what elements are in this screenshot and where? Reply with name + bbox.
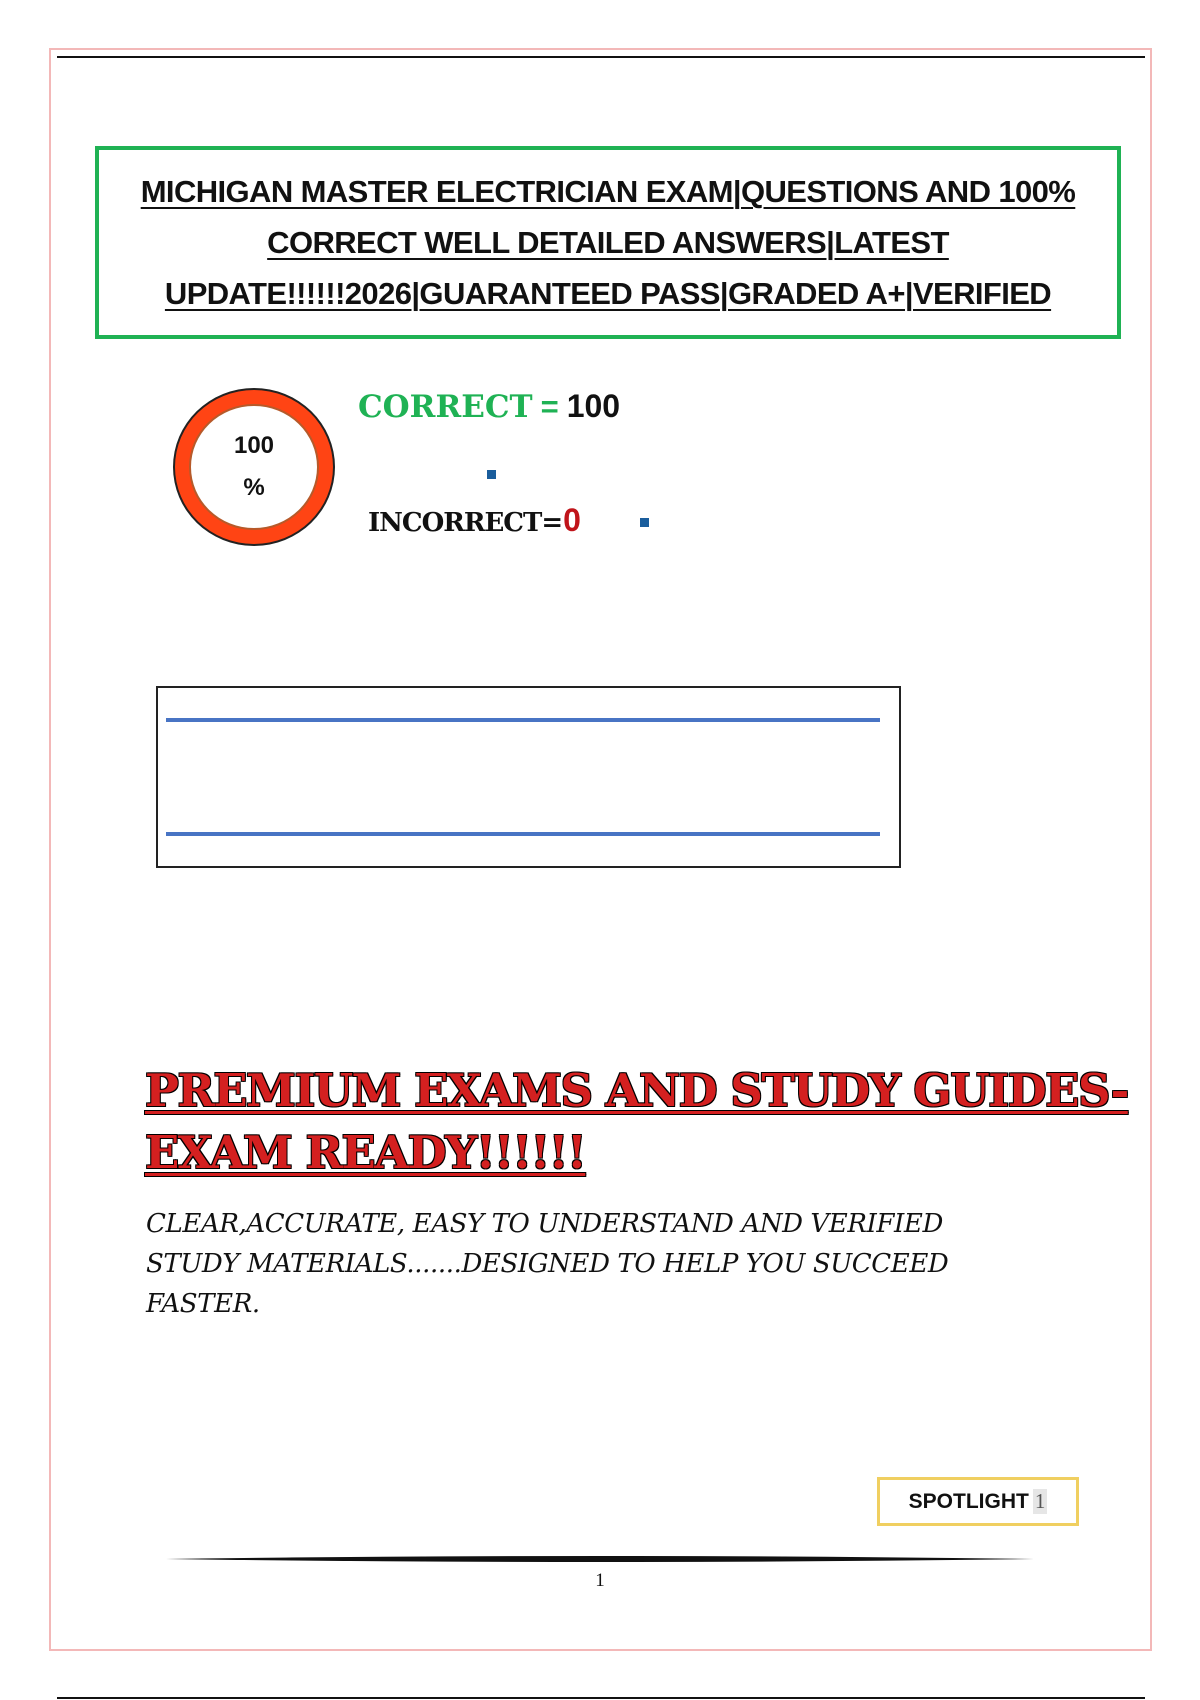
incorrect-value: 0 (563, 502, 581, 538)
title-box (95, 146, 1121, 339)
title-line-3: UPDATE!!!!!!2026|GUARANTEED PASS|GRADED A+|VERIFIED (164, 276, 1052, 311)
incorrect-equals: = (541, 508, 564, 538)
bullet-marker (640, 518, 649, 527)
promo-title-line-1: PREMIUM EXAMS AND STUDY GUIDES- (145, 1064, 1128, 1117)
title-line-2: CORRECT WELL DETAILED ANSWERS|LATEST (267, 225, 949, 260)
correct-label: CORRECT (358, 389, 533, 425)
correct-value: 100 (566, 388, 621, 424)
spotlight-number: 1 (1034, 1489, 1046, 1513)
page-number: 1 (595, 1570, 605, 1591)
promo-title (145, 1060, 1128, 1184)
promo-subtitle-line-2: STUDY MATERIALS.......DESIGNED TO HELP YOU SUCCEED (146, 1249, 949, 1279)
score-ring (173, 388, 335, 546)
spotlight-badge (877, 1477, 1079, 1526)
promo-subtitle (146, 1204, 1046, 1324)
blank-box (156, 686, 901, 868)
correct-equals: = (540, 389, 559, 424)
blank-line (166, 718, 880, 722)
title-line-1: MICHIGAN MASTER ELECTRICIAN EXAM|QUESTIONS AND 100% (140, 174, 1076, 209)
score-ring-unit: % (243, 474, 265, 501)
bullet-marker (487, 470, 496, 479)
promo-title-line-2: EXAM READY!!!!!! (145, 1126, 586, 1179)
footer-rule (166, 1555, 1034, 1563)
score-ring-inner (189, 404, 319, 530)
top-rule (57, 56, 1145, 58)
promo-subtitle-line-1: CLEAR,ACCURATE, EASY TO UNDERSTAND AND VERIFIED (146, 1209, 943, 1239)
incorrect-label: INCORRECT (368, 508, 542, 538)
promo-subtitle-line-3: FASTER. (146, 1289, 260, 1319)
score-ring-number: 100 (233, 432, 275, 459)
bottom-rule (57, 1697, 1145, 1699)
blank-line (166, 832, 880, 836)
correct-row (358, 388, 620, 425)
incorrect-row (368, 502, 581, 539)
spotlight-label: SPOTLIGHT (908, 1489, 1029, 1513)
